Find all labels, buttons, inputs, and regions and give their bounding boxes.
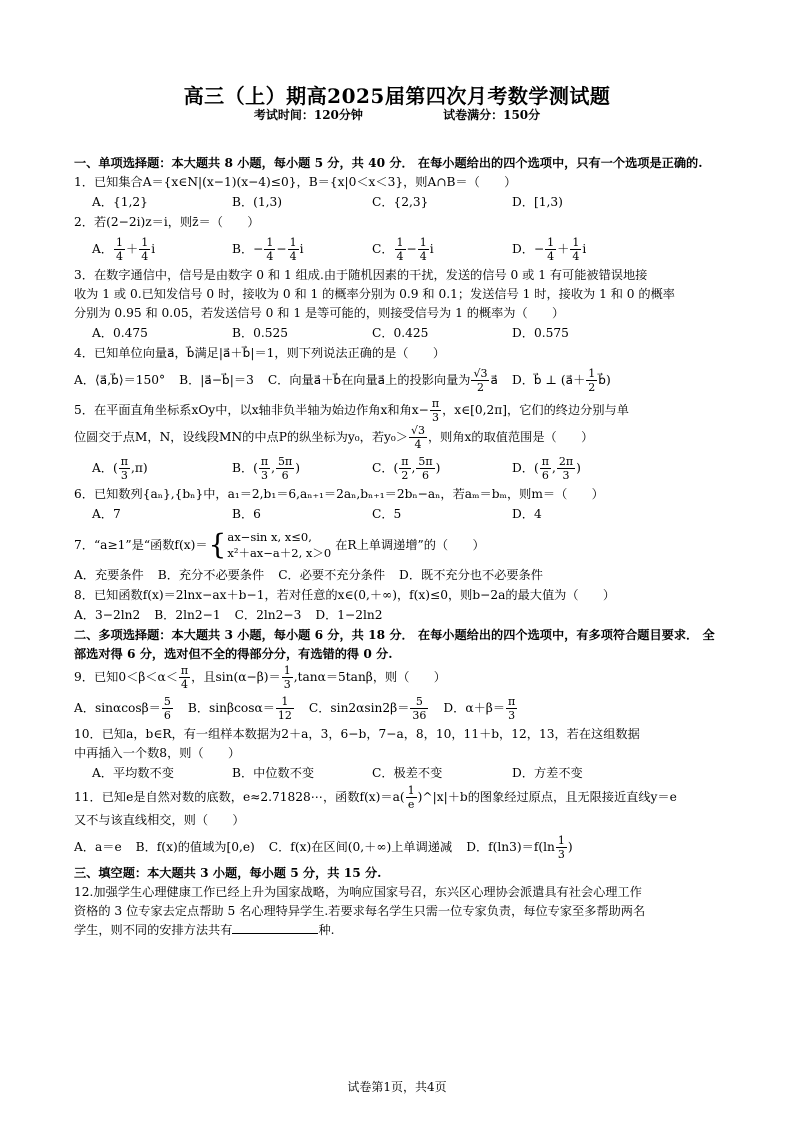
option-a: A．⟨a⃗,b⃗⟩＝150°	[74, 373, 166, 387]
question-2-options	[92, 232, 724, 266]
option-a: A．充要条件	[74, 568, 144, 582]
option-d: D．1−2ln2	[315, 608, 383, 622]
fraction: $\frac{\pi}{3}$	[260, 455, 269, 482]
question-12-line-2: 资格的 3 位专家去定点帮助 5 名心理特异学生.若要求每名学生只需一位专家负责，每位专家至多帮助两名	[74, 904, 646, 918]
piecewise-brace: {	[208, 528, 227, 561]
exam-score: 试卷满分：150分	[443, 108, 541, 122]
fraction: $\frac{1}{12}$	[277, 695, 292, 722]
option-d: D．( $\frac{\pi}{6}$ , $\frac{2\pi}{3}$ )	[512, 455, 581, 482]
question-7-options	[74, 565, 724, 586]
fraction: $\frac{1}{4}$	[572, 236, 580, 263]
question-10-line-1: 10．已知a，b∈R，有一组样本数据为2＋a，3，6−b，7−a，8，10，11＋b，12，13，若在这组数据	[74, 727, 640, 741]
option-b: B．f(x)的值域为[0,e)	[135, 840, 255, 854]
option-c: C．( $\frac{\pi}{2}$ , $\frac{5\pi}{6}$ )	[372, 455, 441, 482]
option-c: C．必要不充分条件	[278, 568, 386, 582]
option-b: B．− $\frac{1}{4}$ − $\frac{1}{4}$ i	[232, 236, 304, 263]
option-b: B．充分不必要条件	[157, 568, 265, 582]
option-b: B．sinβcosα＝ $\frac{1}{12}$	[187, 695, 292, 722]
section-3-heading: 三、填空题：本大题共 3 小题，每小题 5 分，共 15 分.	[74, 866, 382, 880]
exam-subtitle	[0, 106, 794, 123]
option-d: D．f(ln3)＝f(ln $\frac{1}{3}$ )	[466, 834, 573, 861]
option-b: B．|a⃗−b⃗|＝3	[179, 373, 254, 387]
fraction: $\frac{1}{3}$	[283, 664, 291, 691]
fraction: $\frac{\pi}{3}$	[508, 695, 516, 722]
option-label: A．	[92, 242, 113, 256]
option-b: B．中位数不变	[232, 766, 315, 780]
question-11-options	[74, 830, 724, 864]
question-11-line-1: 11．已知e是自然对数的底数，e≈2.71828⋯，函数f(x)＝a( $\frac{1}{e}$ )^|x|＋b的图象经过原点，且无限接近直线y＝e	[74, 784, 677, 811]
question-2-stem: 2．若(2−2i)z＝i，则z̄＝（ ）	[74, 215, 260, 229]
question-3-line-1: 3．在数字通信中，信号是由数字 0 和 1 组成.由于随机因素的干扰，发送的信号 0 或 1 有可能被错误地接	[74, 268, 648, 282]
option-a: A．sinαcosβ＝ $\frac{5}{6}$	[74, 695, 171, 722]
option-d: D．4	[512, 507, 542, 521]
option-a: A．7	[92, 507, 121, 521]
answer-blank[interactable]	[232, 933, 318, 934]
option-d: D．[1,3)	[512, 195, 563, 209]
option-b: B．6	[232, 507, 261, 521]
option-d: D．0.575	[512, 326, 569, 340]
question-10-line-2: 中再插入一个数8，则（ ）	[74, 746, 241, 760]
option-c: C．5	[372, 507, 402, 521]
option-a: A．a＝e	[74, 840, 122, 854]
question-12-line-3: 学生，则不同的安排方法共有 种.	[74, 923, 335, 937]
fraction: $\frac{\pi}{3}$	[431, 397, 440, 424]
question-5-line-2: 位圆交于点M，N，设线段MN的中点P的纵坐标为y₀，若y₀＞ $\frac{√3}{4}$ ，则角x的取值范围是（ ）	[74, 424, 594, 451]
question-8-stem: 8．已知函数f(x)＝2lnx−ax＋b−1，若对任意的x∈(0,＋∞)，f(x)≤0，则b−2a的最大值为（ ）	[74, 588, 616, 602]
fraction: $\frac{\pi}{6}$	[541, 455, 549, 482]
section-2-heading: 二、多项选择题：本大题共 3 小题，每小题 6 分，共 18 分． 在每小题给出的四个选项中，有多项符合题目要求． 全部选对得 6 分，选对但不全的得部分分，有选错的得 0 分.	[74, 628, 715, 661]
fraction: $\frac{1}{4}$	[396, 236, 404, 263]
fraction: $\frac{1}{4}$	[116, 236, 123, 263]
option-a: A．平均数不变	[92, 766, 174, 780]
option-c: C．sin2αsin2β＝ $\frac{5}{36}$	[308, 695, 427, 722]
question-10-options	[92, 763, 724, 784]
question-11-line-2: 又不与该直线相交，则（ ）	[74, 813, 245, 827]
section-1-heading: 一、单项选择题：本大题共 8 小题，每小题 5 分，共 40 分． 在每小题给出的四个选项中，只有一个选项是正确的.	[74, 156, 703, 170]
question-5-options	[92, 451, 724, 485]
question-9-stem: 9．已知0＜β＜α＜ $\frac{\pi}{4}$ ，且sin(α−β)＝ $\frac{1}{3}$ ,tanα＝5tanβ，则（ ）	[74, 664, 446, 691]
question-9-options	[74, 691, 724, 725]
option-c: C．向量a⃗＋b⃗在向量a⃗上的投影向量为 $\frac{√3}{2}$ a⃗	[267, 367, 498, 394]
option-d: D．α＋β＝ $\frac{\pi}{3}$	[443, 695, 516, 722]
option-c: C．f(x)在区间(0,＋∞)上单调递减	[268, 840, 453, 854]
question-8-options	[74, 605, 724, 626]
option-b: B．( $\frac{\pi}{3}$ , $\frac{5\pi}{6}$ )	[232, 455, 301, 482]
option-b: B．2ln2−1	[154, 608, 221, 622]
page-footer: 试卷第1页，共4页	[347, 1080, 447, 1094]
option-d: D．− $\frac{1}{4}$ ＋ $\frac{1}{4}$ i	[512, 236, 587, 263]
fraction: $\frac{1}{2}$	[588, 367, 596, 394]
question-3-line-2: 收为 1 或 0.已知发信号 0 时，接收为 0 和 1 的概率分别为 0.9 和 0.1；发送信号 1 时，接收为 1 和 0 的概率	[74, 287, 675, 301]
question-3-options	[92, 323, 724, 344]
fraction: $\frac{1}{4}$	[547, 236, 555, 263]
fraction: $\frac{5\pi}{6}$	[418, 455, 433, 482]
question-1-stem: 1．已知集合A＝{x∈N|(x−1)(x−4)≤0}，B＝{x|0＜x＜3}，则A∩B＝（ ）	[74, 175, 517, 189]
question-4-stem: 4．已知单位向量a⃗，b⃗满足|a⃗＋b⃗|＝1，则下列说法正确的是（ ）	[74, 346, 446, 360]
question-4-options	[74, 363, 724, 397]
fraction: $\frac{\pi}{4}$	[180, 664, 189, 691]
fraction: $\frac{2\pi}{3}$	[558, 455, 574, 482]
exam-title: 高三（上）期高2025届第四次月考数学测试题	[183, 84, 611, 108]
fraction: $\frac{1}{4}$	[266, 236, 274, 263]
fraction: $\frac{5}{36}$	[412, 695, 427, 722]
question-1-options	[92, 192, 724, 213]
option-c: C．0.425	[372, 326, 429, 340]
fraction: $\frac{\pi}{3}$	[120, 455, 128, 482]
question-7-stem: 7．“a≥1”是“函数f(x)＝ { ax−sin x, x≤0, x²＋ax−a＋2, x＞0 在R上单调递增”的（ ）	[74, 528, 485, 561]
fraction: $\frac{1}{3}$	[557, 834, 565, 861]
piecewise-cases: ax−sin x, x≤0, x²＋ax−a＋2, x＞0	[227, 530, 332, 560]
fraction: $\frac{1}{e}$	[407, 784, 415, 811]
option-c: C．{2,3}	[372, 195, 429, 209]
exam-time: 考试时间：120分钟	[253, 108, 363, 122]
fraction: $\frac{1}{4}$	[141, 236, 149, 263]
fraction: $\frac{5\pi}{6}$	[278, 455, 293, 482]
option-c: C．极差不变	[372, 766, 443, 780]
option-b: B．0.525	[232, 326, 289, 340]
fraction: $\frac{1}{4}$	[289, 236, 297, 263]
fraction: $\frac{√3}{4}$	[410, 424, 425, 451]
fraction: $\frac{\pi}{2}$	[401, 455, 409, 482]
option-d: D．方差不变	[512, 766, 583, 780]
exam-content	[74, 154, 724, 940]
option-b: B．(1,3)	[232, 195, 283, 209]
question-12-line-1: 12.加强学生心理健康工作已经上升为国家战略，为响应国家号召，东兴区心理协会派遣具有社会心理工作	[74, 885, 642, 899]
fraction: $\frac{√3}{2}$	[473, 367, 488, 394]
option-d: D．b⃗ ⊥ (a⃗＋ $\frac{1}{2}$ b⃗)	[511, 367, 611, 394]
option-a: A．3−2ln2	[74, 608, 141, 622]
option-a: A．0.475	[92, 326, 148, 340]
question-5-line-1: 5．在平面直角坐标系xOy中，以x轴非负半轴为始边作角x和角x− $\frac{\pi}{3}$ ，x∈[0,2π]，它们的终边分别与单	[74, 397, 629, 424]
option-d: D．既不充分也不必要条件	[399, 568, 543, 582]
fraction: $\frac{5}{6}$	[163, 695, 171, 722]
question-6-stem: 6．已知数列{aₙ},{bₙ}中，a₁＝2,b₁＝6,aₙ₊₁＝2aₙ,bₙ₊₁＝2bₙ−aₙ，若aₘ＝bₘ，则m＝（ ）	[74, 487, 604, 501]
option-a: A． $\frac{1}{4}$ ＋ $\frac{1}{4}$ i	[92, 236, 156, 263]
option-a: A．( $\frac{\pi}{3}$ ,π)	[92, 455, 148, 482]
option-c: C．2ln2−3	[234, 608, 302, 622]
question-3-line-3: 分别为 0.95 和 0.05，若发送信号 0 和 1 是等可能的，则接受信号为 1 的概率为（ ）	[74, 306, 565, 320]
option-c: C． $\frac{1}{4}$ − $\frac{1}{4}$ i	[372, 236, 434, 263]
option-a: A．{1,2}	[92, 195, 148, 209]
fraction: $\frac{1}{4}$	[419, 236, 427, 263]
question-6-options	[92, 504, 724, 525]
